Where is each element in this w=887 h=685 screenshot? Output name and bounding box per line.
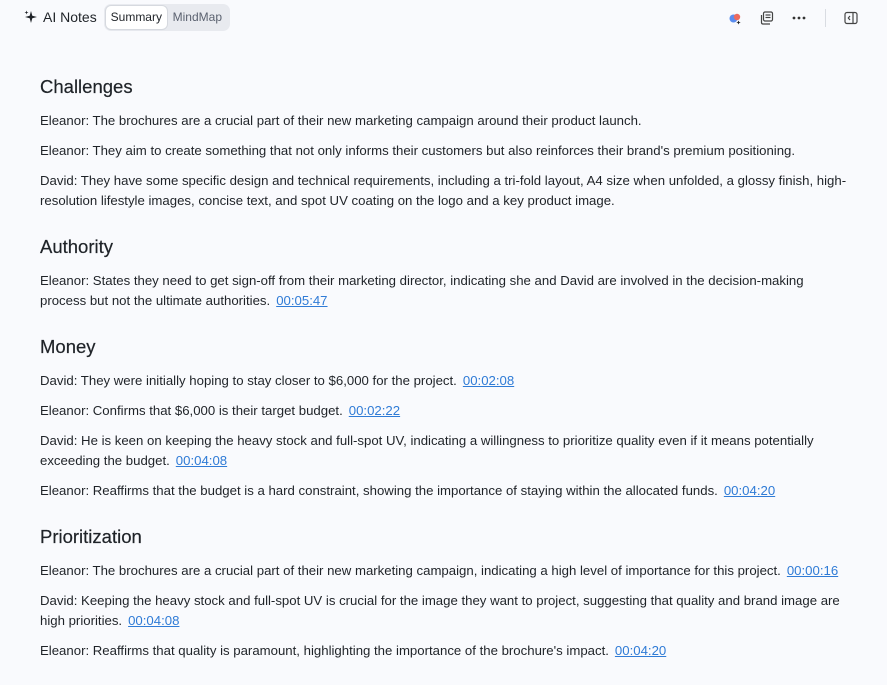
note-item: Eleanor: The brochures are a crucial part of their new marketing campaign, indicating a high level of importance for this project. 00:00:16 bbox=[40, 563, 839, 579]
timestamp-link[interactable]: 00:04:20 bbox=[723, 482, 776, 498]
section-heading: Prioritization bbox=[40, 526, 142, 548]
note-item: Eleanor: Reaffirms that the budget is a hard constraint, showing the importance of staying within the allocated funds. 00:04:20 bbox=[40, 482, 776, 498]
toolbar-divider bbox=[825, 9, 826, 27]
tab-summary[interactable]: Summary bbox=[106, 6, 167, 29]
note-item: David: Keeping the heavy stock and full-spot UV is crucial for the image they want to project, suggesting that quality and brand image are high priorities. 00:04:08 bbox=[40, 593, 840, 629]
note-item: Eleanor: Confirms that $6,000 is their target budget. 00:02:22 bbox=[40, 403, 401, 419]
timestamp-link[interactable]: 00:02:22 bbox=[348, 403, 401, 419]
ai-assistant-icon[interactable] bbox=[726, 9, 744, 27]
timestamp-link[interactable]: 00:05:47 bbox=[276, 292, 328, 308]
app-title: AI Notes bbox=[43, 9, 97, 25]
note-item: Eleanor: They aim to create something that not only informs their customers but also reinforces their brand's premium positioning. bbox=[40, 142, 796, 158]
note-item: David: They have some specific design and technical requirements, including a tri-fold layout, A4 size when unfolded, a glossy finish, high-resolution lifestyle images, concise text, and spot UV coating on the logo and a key product image. bbox=[40, 172, 847, 208]
copy-icon[interactable] bbox=[758, 9, 776, 27]
note-item: David: They were initially hoping to stay closer to $6,000 for the project. 00:02:08 bbox=[40, 373, 515, 389]
app-brand bbox=[24, 9, 97, 25]
toggle-panel-icon[interactable] bbox=[842, 9, 860, 27]
timestamp-link[interactable]: 00:04:20 bbox=[614, 643, 667, 659]
timestamp-link[interactable]: 00:00:16 bbox=[786, 563, 839, 579]
note-item: David: He is keen on keeping the heavy stock and full-spot UV, indicating a willingness to prioritize quality even if it means potentially exceeding the budget. 00:04:08 bbox=[40, 433, 814, 468]
section-heading: Authority bbox=[40, 236, 114, 258]
section-heading: Money bbox=[40, 336, 96, 358]
view-switcher bbox=[104, 4, 230, 31]
note-item: Eleanor: Reaffirms that quality is paramount, highlighting the importance of the brochure's impact. 00:04:20 bbox=[40, 643, 667, 659]
summary-content bbox=[40, 74, 850, 661]
timestamp-link[interactable]: 00:02:08 bbox=[462, 373, 515, 389]
timestamp-link[interactable]: 00:04:08 bbox=[128, 613, 180, 629]
tab-mindmap[interactable]: MindMap bbox=[172, 10, 222, 24]
note-item: Eleanor: States they need to get sign-off from their marketing director, indicating she and David are involved in the decision-making process but not the ultimate authorities. 00:05:47 bbox=[40, 273, 804, 308]
more-options-icon[interactable] bbox=[790, 9, 808, 27]
section-heading: Challenges bbox=[40, 76, 133, 97]
timestamp-link[interactable]: 00:04:08 bbox=[175, 452, 228, 468]
note-item: Eleanor: The brochures are a crucial part of their new marketing campaign around their product launch. bbox=[40, 113, 642, 128]
sparkle-icon bbox=[24, 10, 38, 24]
top-bar bbox=[0, 0, 887, 36]
